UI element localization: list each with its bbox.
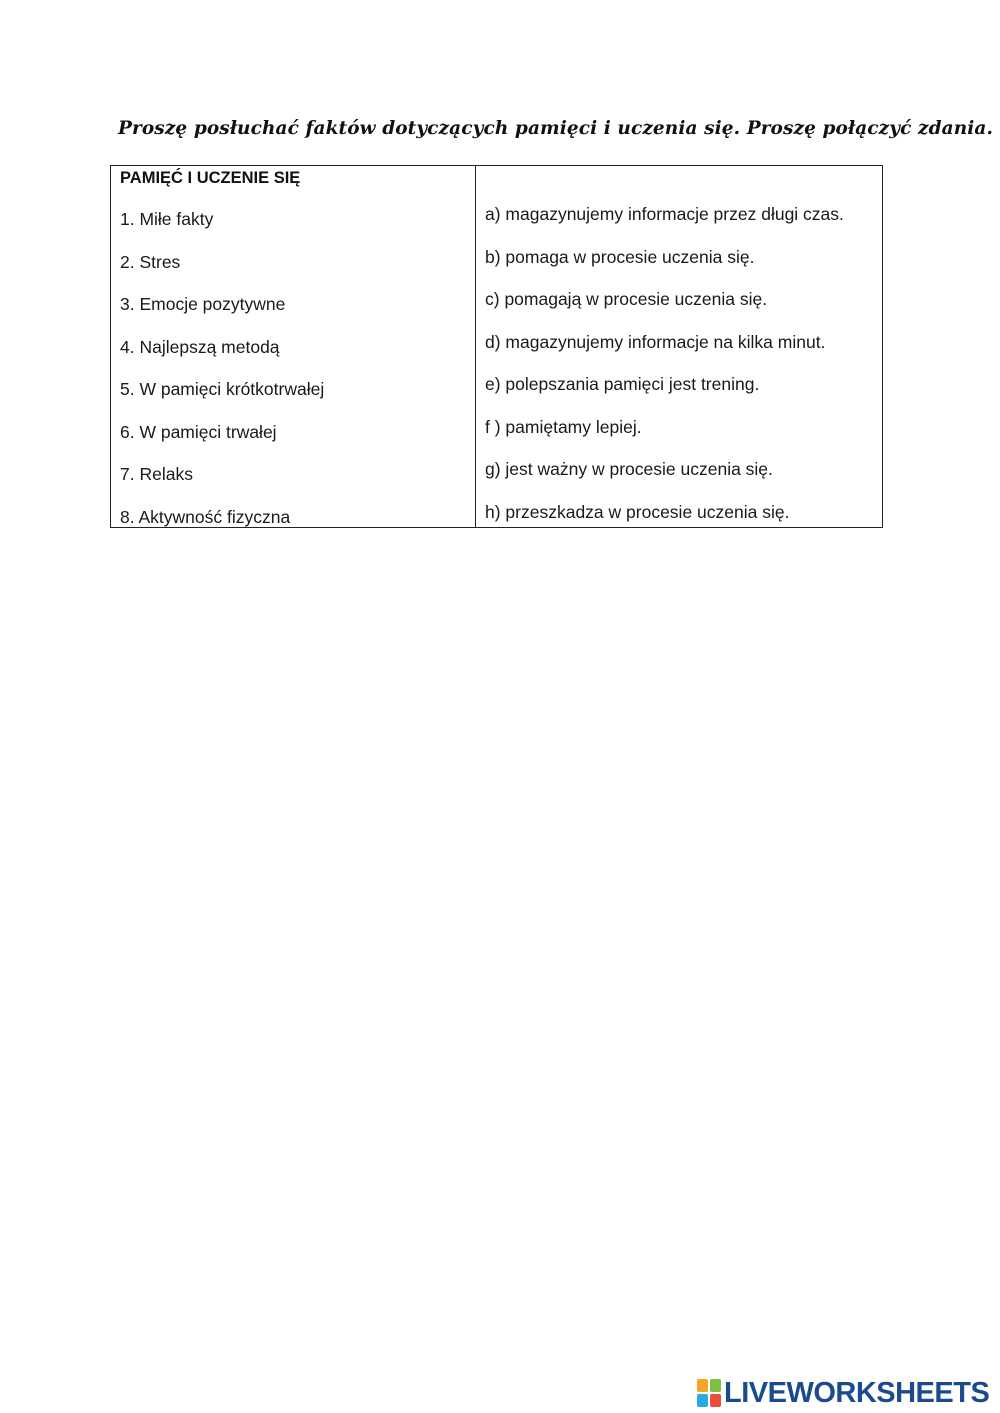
sentence-ending-c: c) pomagają w procesie uczenia się. xyxy=(485,289,768,309)
sentence-beginning-1: 1. Miłe fakty xyxy=(120,209,214,229)
sentence-beginning-3: 3. Emocje pozytywne xyxy=(120,294,286,314)
sentence-ending-h: h) przeszkadza w procesie uczenia się. xyxy=(485,502,790,522)
sentence-ending-g: g) jest ważny w procesie uczenia się. xyxy=(485,459,773,479)
sentence-beginning-5: 5. W pamięci krótkotrwałej xyxy=(120,379,325,399)
sentence-beginnings-column xyxy=(111,166,476,527)
sentence-beginning-4: 4. Najlepszą metodą xyxy=(120,337,280,357)
matching-table xyxy=(110,165,883,528)
sentence-beginning-7: 7. Relaks xyxy=(120,464,193,484)
sentence-ending-b: b) pomaga w procesie uczenia się. xyxy=(485,247,755,267)
sentence-beginning-2: 2. Stres xyxy=(120,252,181,272)
sentence-beginning-8: 8. Aktywność fizyczna xyxy=(120,507,291,527)
instruction-heading: Proszę posłuchać faktów dotyczących pamięci i uczenia się. Proszę połączyć zdania. xyxy=(118,118,994,139)
sentence-ending-a: a) magazynujemy informacje przez długi czas. xyxy=(485,204,844,224)
logo-text: LIVEWORKSHEETS xyxy=(724,1376,990,1409)
sentence-endings-column xyxy=(476,166,882,527)
table-header: PAMIĘĆ I UCZENIE SIĘ xyxy=(120,169,301,187)
sentence-ending-d: d) magazynujemy informacje na kilka minut. xyxy=(485,332,826,352)
sentence-ending-f: f ) pamiętamy lepiej. xyxy=(485,417,642,437)
logo-mark-icon xyxy=(697,1379,721,1407)
liveworksheets-logo xyxy=(697,1377,989,1409)
sentence-beginning-6: 6. W pamięci trwałej xyxy=(120,422,277,442)
sentence-ending-e: e) polepszania pamięci jest trening. xyxy=(485,374,760,394)
